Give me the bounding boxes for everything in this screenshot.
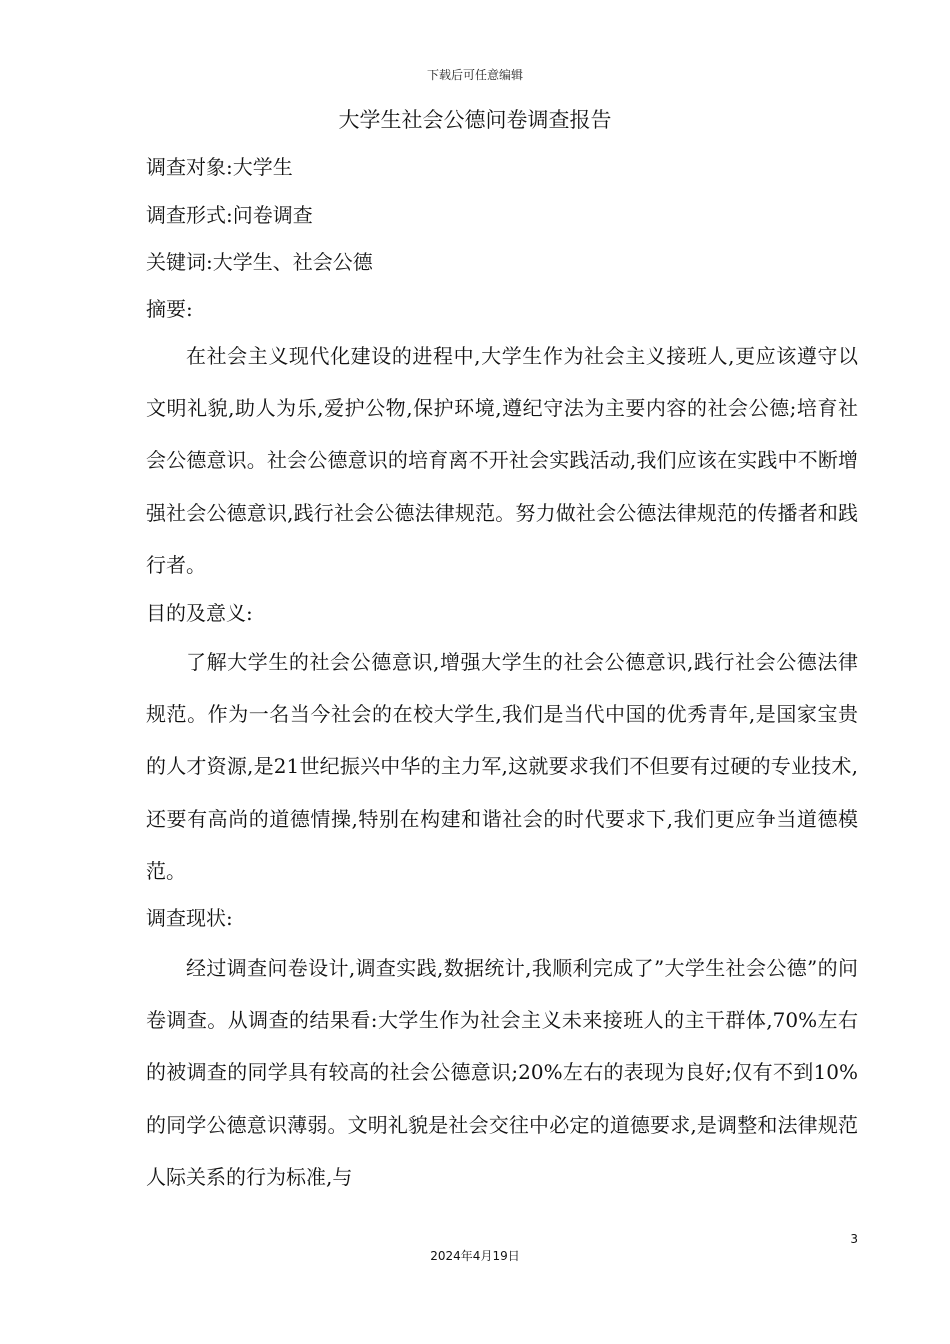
abstract-paragraph: 在社会主义现代化建设的进程中,大学生作为社会主义接班人,更应该遵守以文明礼貌,助人为乐,爱护公物,保护环境,遵纪守法为主要内容的社会公德;培育社会公德意识。社会公德意识的培育离不开社会实践活动,我们应该在实践中不断增强社会公德意识,践行社会公德法律规范。努力做社会公德法律规范的传播者和践行者。: [146, 344, 858, 577]
status-paragraph: 经过调查问卷设计,调查实践,数据统计,我顺利完成了”大学生社会公德”的问卷调查。从调查的结果看:大学生作为社会主义未来接班人的主干群体,70%左右的被调查的同学具有较高的社会公德意识;20%左右的表现为良好;仅有不到10%的同学公德意识薄弱。文明礼貌是社会交往中必定的道德要求,是调整和法律规范人际关系的行为标准,与: [146, 956, 858, 1189]
footer-date: 2024年4月19日: [430, 1249, 520, 1263]
survey-form: 调查形式:问卷调查: [146, 203, 313, 227]
survey-subject: 调查对象:大学生: [146, 155, 293, 179]
page-number: 3: [850, 1232, 858, 1246]
purpose-heading: 目的及意义:: [146, 601, 253, 625]
abstract-heading: 摘要:: [146, 297, 193, 321]
purpose-paragraph: 了解大学生的社会公德意识,增强大学生的社会公德意识,践行社会公德法律规范。作为一名当今社会的在校大学生,我们是当代中国的优秀青年,是国家宝贵的人才资源,是21世纪振兴中华的主力军,这就要求我们不但要有过硬的专业技术,还要有高尚的道德情操,特别在构建和谐社会的时代要求下,我们更应争当道德模范。: [146, 650, 858, 883]
status-heading: 调查现状:: [146, 906, 233, 930]
document-title: 大学生社会公德问卷调查报告: [338, 108, 612, 132]
header-note: 下载后可任意编辑: [426, 68, 523, 82]
keywords: 关键词:大学生、社会公德: [146, 250, 373, 274]
